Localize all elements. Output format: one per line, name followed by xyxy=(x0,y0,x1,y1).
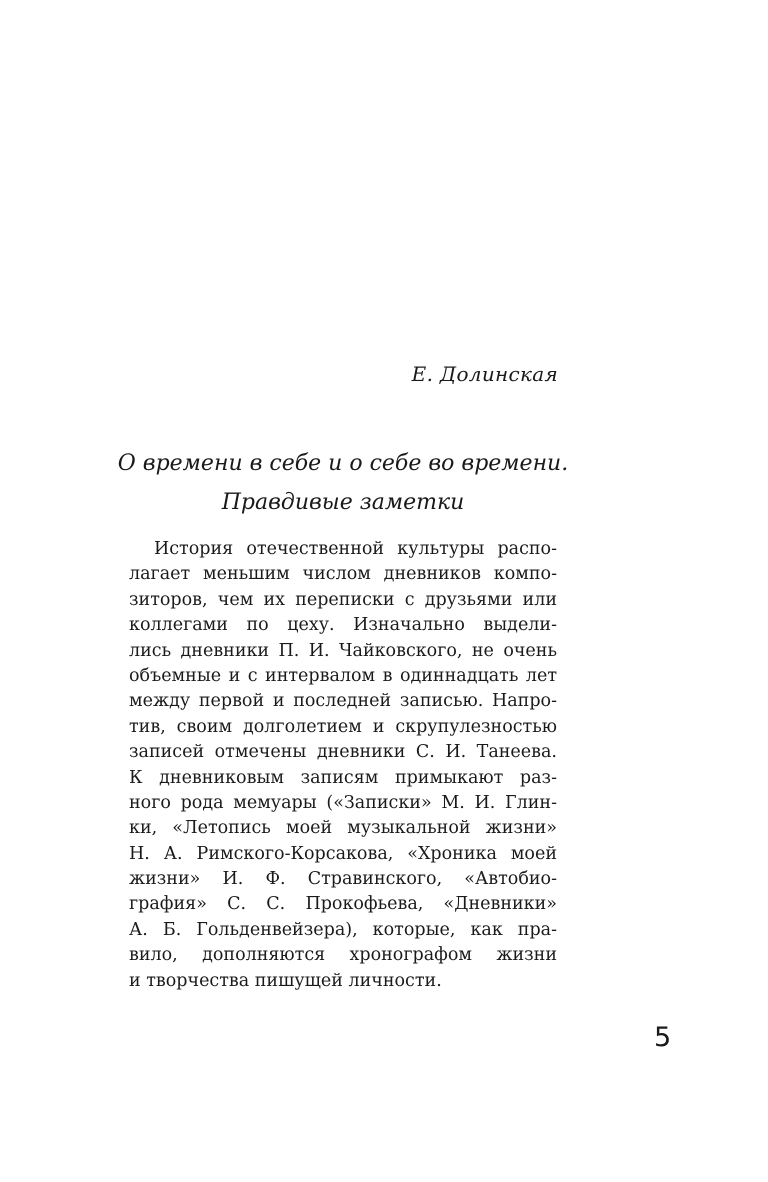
text-line: История отечественной культуры распо- xyxy=(154,539,557,559)
text-line: ного рода мемуары («Записки» М. И. Глин- xyxy=(129,792,557,813)
article-title xyxy=(110,444,576,522)
text-line: записей отмечены дневники С. И. Танеева. xyxy=(129,742,557,763)
text-line: и творчества пишущей личности. xyxy=(129,970,442,991)
title-line-1: О времени в себе и о себе во времени. xyxy=(117,451,569,476)
text-line: графия» С. С. Прокофьева, «Дневники» xyxy=(129,894,557,915)
text-line: коллегами по цеху. Изначально выдели- xyxy=(129,615,557,636)
body-paragraph xyxy=(129,537,557,994)
author-name: Е. Долинская xyxy=(411,362,558,386)
text-line: вило, дополняются хронографом жизни xyxy=(129,945,557,966)
text-line: Н. А. Римского-Корсакова, «Хроника моей xyxy=(129,843,557,864)
text-line: между первой и последней записью. Напро- xyxy=(129,691,557,712)
text-line: лись дневники П. И. Чайковского, не очень xyxy=(129,640,557,661)
text-line: лагает меньшим числом дневников компо- xyxy=(129,564,557,585)
title-line-2: Правдивые заметки xyxy=(221,490,465,515)
text-line: жизни» И. Ф. Стравинского, «Автобио- xyxy=(129,869,557,890)
text-line: объемные и с интервалом в одиннадцать лет xyxy=(129,665,557,686)
text-line: К дневниковым записям примыкают раз- xyxy=(129,767,557,788)
page-number: 5 xyxy=(654,1022,672,1053)
text-line: ки, «Летопись моей музыкальной жизни» xyxy=(129,818,557,839)
text-line: зиторов, чем их переписки с друзьями или xyxy=(129,589,557,610)
text-line: тив, своим долголетием и скрупулезностью xyxy=(129,716,557,737)
text-line: А. Б. Гольденвейзера), которые, как пра- xyxy=(129,919,557,940)
